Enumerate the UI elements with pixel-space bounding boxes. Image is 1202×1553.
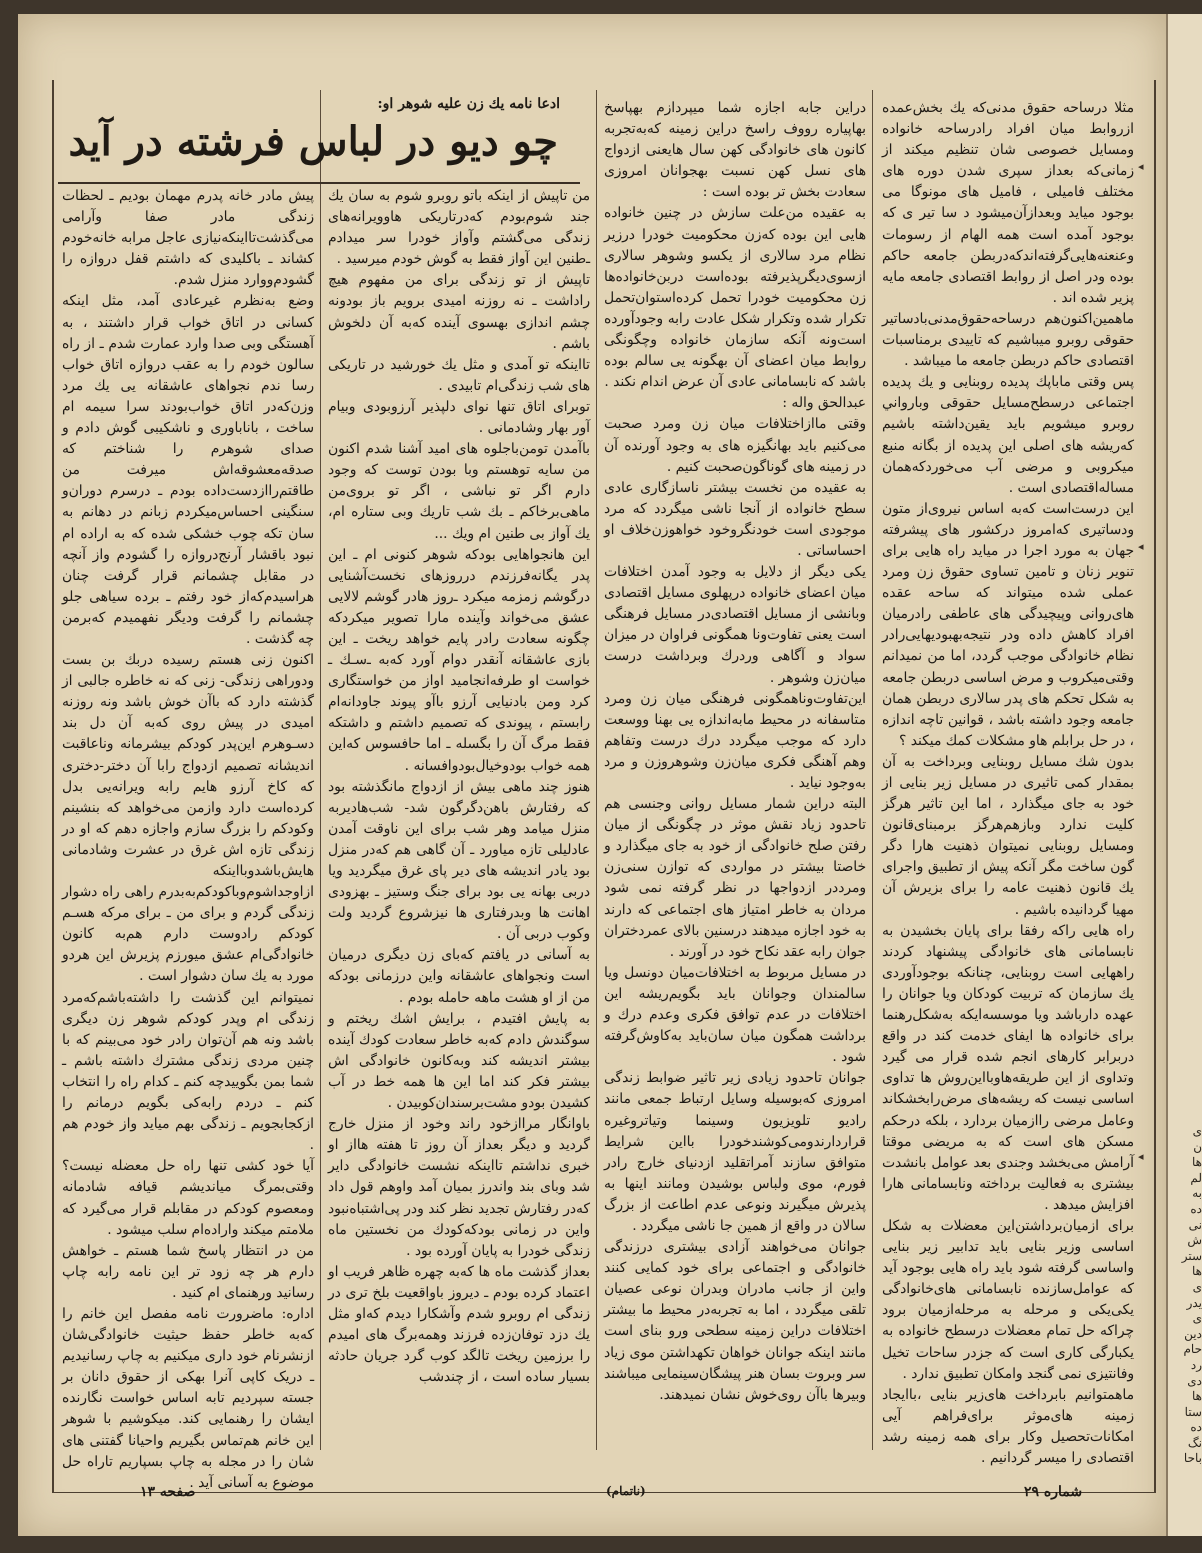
paragraph: وقتی ماازاختلافات میان زن ومرد صحبت می‌کنیم باید بهانگیزه های به وجود آورنده آن در زمینه های گوناگون‌صحبت کنیم .	[604, 416, 866, 475]
adjacent-fragment: ی	[1192, 1279, 1202, 1294]
paragraph: به آسانی در یافتم که‌بای زن دیگری درمیان است ونجواهای عاشقانه واین درزمانی بودکه من از او هشت ماهه حامله بودم .	[328, 947, 590, 1006]
adjacent-fragment: ها	[1192, 1264, 1202, 1279]
author-name: عبدالحق واله :	[782, 395, 866, 412]
headline-rule	[58, 182, 580, 184]
column-divider	[872, 90, 873, 1450]
paragraph: برای ازمیان‌برداشتن‌این معضلات به شکل اساسی وزیر بنایی باید تدابیر زیر بنایی واساسی گرفته شود باید راه هایی بوجود آید که عوامل‌سازنده نابسامانی های‌خانوادگی یکی‌یکی و مرحله به مرحله‌ازمیان برود چراکه حل تمام معضلات درسطح خانواده به یکبارگی کاری است که جزدر ساحات تخیل وفانتیزی نمی گنجد وامکان تطبیق ندارد .	[882, 1217, 1134, 1382]
paragraph: در مسایل مربوط به اختلافات‌میان دونسل ویا سالمندان وجوانان باید بگویم‌ریشه این اختلافات در عدم توافق فکری وعدم درك و برداشت همگون میان سان‌باید به‌کاوش‌گرفته شود .	[604, 964, 866, 1066]
continued-note: (ناتمام)	[606, 1484, 646, 1498]
paragraph: نمیتوانم این گذشت را داشته‌باشم‌که‌مرد زندگی ام وپدر کودکم شوهر زن دیگری باشد ونه هم آن‌توان رادر خود می‌بینم که با چنین مردی زندگی مشترك داشته باشم ـ شما بمن بگوییدچه کنم ـ کدام راه را انتخاب کنم ـ دردم رابه‌کی بگویم درمانم را ازکجابجویم ـ زندگی بهم میاید واز خودم هم .	[62, 989, 314, 1154]
paragraph: جوانان تاحدود زیادی زیر تاثیر ضوابط زندگی امروزی که‌بوسیله وسایل ارتباط جمعی مانند رادیو تلویزیون وسینما وتیاتروغیره قراردارندومی‌کوشندخودرا بااین شرایط متوافق سازند آمراتقلید ازدنیای خارج رادر فورم، موی ولباس بوشیدن ومانند اینها به پذیرش میگیرند ونوعی عدم اطاعت از بزرگ سالان در واقع از همین جا ناشی میگردد .	[604, 1070, 866, 1234]
paragraph: باآمدن تومن‌باجلوه های امید آشنا شدم اکنون من سایه توهستم وبا بودن توست که وجود دارم اگر تو نباشی ، اگر تو بروی‌من ماهی‌برخاکم ـ بك شب تاريك وبی ستاره ام، یك آواز بی طنین ام ویك ...	[328, 441, 590, 542]
headline-title: چو ديو در لباس فرشته در آيد	[68, 118, 558, 165]
column-1	[882, 98, 1134, 1478]
adjacent-fragment: ش	[1187, 1233, 1202, 1248]
paragraph: ماهمین‌اکنون‌هم درساحه‌حقوق‌مدنی‌بادساتیر حقوقی روبرو میباشیم که تاییدی برمناسبات اقتصادی حاکم دربطن جامعه ما میباشد .	[882, 310, 1134, 370]
paragraph: توبرای اتاق تنها نوای دلپذیر آرزوبودی وبیام آور بهار وشادمانی .	[328, 398, 590, 437]
paragraph: به عقیده من‌علت سازش در چنین خانواده هایی این بوده که‌زن محکومیت خودرا درزیر نظام مرد سالاری از یکسو وشوهر سالاری ازسوی‌دیگرپذیرفته بوده‌است دربن‌خانواده‌ها زن محکومیت خودرا تحمل کرده‌استوان‌تحمل تکرار شده وتکرار شکل عادت رابه وجودآورده است‌ونه آنکه سازمان خانواده وچگونگی روابط میان اعضای آن بهگونه یی سالم بوده باشد که نابسامانی عادی آن عرض اندام نکند .	[604, 205, 866, 391]
adjacent-fragment: یدر	[1186, 1295, 1202, 1310]
adjacent-page-text	[1172, 1124, 1202, 1467]
paragraph: این‌تفاوت‌وناهمگونی فرهنگی میان زن ومرد متاسفانه در محیط مابه‌اندازه یی بهنا ووسعت دارد که موجب میگردد درك درست وتفاهم وهم آهنگی فکری میان‌زن وشوهروزن و مرد به‌وجود نیاید .	[604, 690, 866, 791]
adjacent-fragment: ده	[1190, 1201, 1202, 1216]
adjacent-fragment: نی	[1188, 1217, 1202, 1232]
paragraph: وضع به‌نظرم غیرعادی آمد، مثل اینکه کسانی در اتاق خواب قرار داشتند ، به آهستگی وبی صدا وارد عمارت شدم ـ از راه سالون خودم را به عقب دروازه اتاق خواب رسا ندم نجواهای عاشقانه یی یك مرد وزن‌که‌در اتاق خواب‌بودند سرا سیمه ام ساخت ، باناباوری و ناشکیبی گوش دادم و صدای شوهرم را شناختم که صدقه‌معشوقه‌اش میرفت من طاقتم‌راازدست‌داده بودم ـ درسرم دوران‌و سنگینی احساس‌میکردم زبانم در دهانم به سان تکه چوب خشکی شده که به اراده ام نبود باقشار آرنج‌دروازه را گشودم واز آنچه در مقابل چشمانم قرار گرفت چنان هراسیدم‌که‌از خود رفتم ـ برده سیاهی جلو چشمانم را گرفت ودیگر نفهمیدم که‌برمن چه گذشت .	[62, 293, 314, 647]
paragraph: پیش مادر خانه پدرم مهمان بودیم ـ لحظات زندگی مادر صفا وآرامی می‌گذشت‌تااینکه‌نیازی عاجل مرابه خانه‌خودم کشاند ـ باکلیدی که داشتم قفل دروازه را گشودم‌ووارد منزل شدم.	[62, 188, 314, 289]
adjacent-fragment: رد	[1190, 1357, 1202, 1372]
paragraph: هنوز چند ماهی بیش از ازدواج مانگذشته بود که رفتارش باهن‌دگرگون شد- شب‌هادیربه منزل میامد وهر شب برای این ناوقت آمدن عادلیلی تازه میاورد ـ آن گاهی هم که‌در منزل بود يادر اندیشه های دیر پای غرق میگردید ویا دربی بهانه یی بود برای جنگ وستیز ـ بهزودی اهانت ها وبدرفتاری ها نیزشروع گردید ولت وکوب دربی آن .	[328, 778, 590, 943]
adjacent-fragment: ی	[1192, 1124, 1202, 1138]
paragraph: این درست‌است که‌به اساس نیروی‌از متون ودساتیری که‌امروز درکشور های پیشرفته جهان به مورد اجرا در میاید راه هایی برای تنویر زنان و تامین تساوی حقوق زن ومرد عملی شده میتواند که ساحه عقده های‌روانی وپیچیدگی های عاطفی رادرمیان افراد کاهش داده ودر نتیجه‌بهبودیهایی‌رادر نظام خانوادگی موجب گردد، اما من نمیدانم وقتی‌میکروب و مرض اساسی دربطن جامعه به شکل تحکم های پدر سالاری دربطن همان جامعه وجود داشته باشد ، قوانین تاچه اندازه ، در حل برابلم هاو مشکلات کمك میکند ؟	[882, 500, 1134, 749]
adjacent-fragment: باحا	[1183, 1451, 1202, 1466]
column-2	[604, 98, 866, 1478]
paragraph: بعداز گذشت ماه ها که‌به چهره ظاهر فریب او اعتماد کرده بودم ـ دیروز باواقعیت بلخ تری در زندگی ام روبرو شدم وآشکارا دیدم که‌او مثل يك دزد توفان‌زده فرزند وهمه‌برگ های امیدم را برزمین ریخت تالگد کوب گرد جریان حادثه بسیار ساده است ، از چندشب	[328, 1263, 590, 1386]
paragraph: جوانان می‌خواهند آزادی بیشتری درزندگی خانوادگی و اجتماعی برای خود کمایی کنند واین از جانب مادران وبدران نوعی عصیان تلقی میگردد ، اما به تجربه‌در محیط ما بیشتر اختلافات دراین زمینه سطحی ورو بنای است مانند اینکه جوانان خواهان تکهداشتن موی زیاد سر وبروت بسان هنر پیشگان‌سینمایی میباشند وبیرها باآن روی‌خوش نشان نمیدهند.	[604, 1239, 866, 1403]
column-divider	[320, 90, 321, 1450]
paragraph: من تاپیش از اینکه باتو روبرو شوم به سان یك جند شوم‌بودم که‌درتاریکی هاوویرانه‌های زندگی می‌گشتم وآواز خودرا سر میدادم ـ‌طنین این آواز فقط به گوش خودم میرسید .	[328, 188, 590, 268]
paragraph: پس وقتی ماباپك پدیده روبنایی و یك پدیده اجتماعی درسطح‌مسایل حقوقی وبارواني روبرو میشویم باید یقین‌داشته باشیم که‌ریشه های اصلی این پدیده از بگانه منبع میکروبی و مرضی آب می‌خوردکه‌همان مساله‌اقتصادی است .	[882, 374, 1134, 496]
paragraph: اکنون زنی هستم رسیده دربك بن بست ودوراهی زندگی- زنی که نه خاطره جالبی از گذشته دارد که باآن خوش باشد ونه روزنه امیدی در پیش روی که‌به آن دل بند دسـوهرم این‌پدر کودکم بیشرمانه وناعاقبت اندیشانه تصمیم ازدواج رابا آن دختر-دختری که کاخ آرزو هایم رابه ویرانه‌یی بدل کرده‌است دارد واز‌من می‌خواهد که بنشینم وکودکم را بزرگ سازم واجازه دهم که او در زندگی تازه اش غرق در عشرت وشادمانی هایش‌باشدو‌بااینکه ازاوجداشوم‌وباکودکم‌به‌بدرم راهی راه دشوار زندگی گردم و برای من ـ برای مرکه هسـم کودکم رادوست دارم هم‌به کانون خانوادگی‌ام عشق میورزم پزیرش این هردو مورد به یك سان دشوار است .	[62, 652, 314, 985]
paragraph: البته دراین شمار مسایل روانی وجنسی هم تاحدود زیاد نقش موثر در چگونگی از میان رفتن صلح خانوادگی از خود به جای میگذارد و خاصتا بیشتر در مواردی که توازن سنی‌زن ومرددر ازدواجها در نظر گرفته نمی شود مردان به خاطر امتیاز های اجتماعی که دارند به خود اجازه میدهند درسنین بالای عمردختران جوان رابه عقد نکاح خود در آورند .	[604, 796, 866, 960]
paragraph: ماهمتوانیم بابرداخت های‌زیر بنایی ،باایجاد زمینه های‌موثر برای‌فراهم آیی امکانات‌تحصیل وکار برای همه زمینه رشد اقتصادی را میسر گردانیم .	[882, 1386, 1134, 1466]
adjacent-fragment: ستر	[1181, 1248, 1202, 1263]
adjacent-fragment: ها	[1192, 1155, 1202, 1170]
adjacent-fragment: ستا	[1184, 1404, 1202, 1419]
adjacent-fragment: حام	[1183, 1342, 1202, 1357]
adjacent-fragment: ی	[1192, 1311, 1202, 1326]
margin-mark-icon: ◂	[1138, 1150, 1144, 1163]
adjacent-fragment: به	[1192, 1186, 1202, 1201]
adjacent-fragment: ن	[1193, 1139, 1202, 1154]
adjacent-fragment: ده	[1190, 1420, 1202, 1435]
paragraph: به پایش افتیدم ، برایش اشك ریختم و سوگندش دادم که‌به خاطر سعادت کودك آینده بیشتر اندیشه کند وبه‌کانون خانوادگی اش بیشتر فکر کند اما این ها همه خط در آب کشیدن بودو مشت‌برسندان‌کوبیدن .	[328, 1010, 590, 1112]
column-3	[328, 186, 590, 1478]
paragraph: باوانگار مراازخود راند وخود از منزل خارج گردید و دیگر بعداز آن روز تا هفته هااز او خبری نداشتم تااینکه نشست خانوادگی دایر شد وبای بند واندرز بمیان آمد واوهم قول داد که‌در رفتارش تجدید نظر کند ودر پی‌اشتباه‌نبود واین در زمانی بودکه‌کودك من نخستین ماه زندگی خودرا به پایان آورده بود .	[328, 1116, 590, 1259]
page-number: صفحه ۱۳	[140, 1484, 196, 1500]
adjacent-fragment: نگ	[1187, 1435, 1202, 1450]
paragraph: تااینکه تو آمدی و مثل یك خورشید در تاریکی های شب زندگی‌ام تابیدی .	[328, 356, 590, 394]
column-4	[62, 186, 314, 1491]
issue-number: شماره ۲۹	[1024, 1484, 1083, 1500]
paragraph: یکی دیگر از دلایل به وجود آمدن اختلافات میان اعضای خانواده درپهلوی مسایل اقتصادی وبانشی از مسایل اقتصادی‌در مسایل فرهنگی است یعنی تفاوت‌ونا همگونی فراوان در میزان سواد و آگاهی وردرك وبرداشت درست میان‌زن وشوهر .	[604, 564, 866, 686]
paragraph: تاپیش از تو زندگی برای من مفهوم هیچ راداشت ـ نه روزنه امیدی برویم باز بودونه چشم اندازی بهسوی آینده که‌به آن دلخوش باشم .	[328, 272, 590, 352]
adjacent-fragment: دی	[1187, 1373, 1202, 1388]
paragraph: مثلا درساحه حقوق مدنی‌که یك بخش‌عمده ازروابط میان افراد رادرساحه خانواده ومسایل خصوصی شان تنظیم میکند از زمانی‌که بعداز سپری شدن دوره های مختلف فامیلی ، فامیل های مونوگا می بوجود میاید وبعدازآن‌میشود د سا تیر ی که بوجود آمده است همه الهام از رسومات وعنعنه‌هایی‌گرفته‌اندکه‌دربطن جامعه حاکم بوده ودر اصل از روابط اقتصادی جامعه مایه پزیر شده اند .	[882, 100, 1134, 306]
paragraph: این هانجواهایی بودکه شوهر کنونی ام ـ این پدر یگانه‌فرزندم درروزهای نخست‌آشنایی درگوشم زمزمه میکرد ـ‌روز هادر گوشم لالایی عشق می‌خواند وآینده مارا تصویر میکردکه چگونه سعادت رادر پایم خواهد ریخت ـ این بازی عاشقانه آنقدر دوام آورد که‌به‌ ـ‌سـك ـ خواست او طرفه‌انجامید اواز من خواستگاری کرد ومن بادنیایی آرزو باآو پیوند جاودانه‌ام رابستم ، پیوندی که تصمیم داشتم و داشتکه فقط مرگ آن را بگسله ـ اما حافسوس که‌این همه خواب بودوخیال‌بودوافسانه .	[328, 546, 590, 774]
headline-kicker: ادعا نامه يك زن عليه شوهر او:	[377, 96, 560, 112]
paragraph: راه هایی راکه رفقا برای پایان بخشیدن به نابسامانی های خانوادگی پیشنهاد کردند راههایی است روبنایی، چنانکه بوجودآوردی يك سازمان که تربیت کودکان ویا جوانان را عهده دارباشد ویا موسسه‌ایکه به‌شکل‌رهنما برای خانواده ها ایفای خدمت کند در واقع دربرابر کارهای انجم شده قرار می گیرد وتداوی از این طریقه‌هاوبااین‌روش ها تداوی اساسی نیست که ریشه‌های مرض‌رابخشکاند وعامل مرضی راازمیان بردارد ، بلکه درحکم مسکن های است که به مریضی موقتا آرامش می‌بخشد وجندی بعد عوامل بانشدت بیشتری به فعالیت برداخته ونابسامانی هارا افزایش میدهد .	[882, 922, 1134, 1213]
paragraph: بدون شك مسایل روبنایی وبرداخت به آن بمقدار کمی تاثیری در مسایل زیر بنایی از خود به جای میگذارد ، اما این تاثیر هرگز کلیت ندارد وبازهم‌هرگز برمبنای‌قانون ومسایل روبنایی نمیتوان ذهنیت هارا دگر گون ساخت مگر آنکه پیش از تطبیق واجرای یك قانون ذهنیت عامه را برای بزیرش آن مهیا گردانیده باشیم .	[882, 753, 1134, 918]
paragraph: دراین جابه اجازه شما میپردازم بهپاسخ بهاپیاره رووف راسخ دراین زمینه که‌به‌تجربه کانون های خانوادگی کهن سال هایعنی ازدواج های نسل کهن نسبت بهجوانان امروزی سعادت بخش تر بوده است :	[604, 100, 866, 201]
article-headline	[58, 96, 580, 182]
margin-mark-icon: ◂	[1138, 160, 1144, 173]
adjacent-fragment: لم	[1190, 1170, 1202, 1185]
paragraph: من در انتظار پاسخ شما هستم ـ خواهش دارم هر چه زود تر این نامه رابه چاپ رسانید ورهنمای ام کنید .	[62, 1242, 314, 1301]
adjacent-fragment: دین	[1184, 1326, 1202, 1341]
adjacent-fragment: ها	[1192, 1389, 1202, 1404]
paragraph: به عقیده من نخست بیشتر ناسازگاری عادی سطح خانواده از آنجا ناشی میگردد که مرد موجودی است خودنگروخود خواهوزن‌خلاف او احساساتی .	[604, 479, 866, 559]
margin-mark-icon: ◂	[1138, 540, 1144, 553]
paragraph: آیا خود کشی تنها راه حل معضله نیست؟ وقتی‌بمرگ میاندیشم قیافه شادمانه ومعصوم کودکم در مقابلم قرار می‌گیرد که ملامتم میکند واراده‌ام سلب میشود .	[62, 1158, 314, 1238]
editorial-note: اداره: ماضرورت نامه مفصل این خانم را که‌به خاطر حفظ حیثیت خانوادگی‌شان ازنشرنام خود داری میکنیم به چاپ رسانیدیم ـ دریک کاپی آنرا بهکی از حقوق دانان بر جسته سپردیم تابه اساس خواست نگارنده ایشان را رهنمایی کند. میکوشیم با شوهر این خانم هم‌تماس بگیریم واحیانا گفتنی های شان را در مجله به چاپ بسپاریم تاراه حل موضوع به آسانی آید .	[62, 1305, 314, 1491]
adjacent-page-edge	[1166, 14, 1202, 1536]
column-divider	[596, 90, 597, 1450]
